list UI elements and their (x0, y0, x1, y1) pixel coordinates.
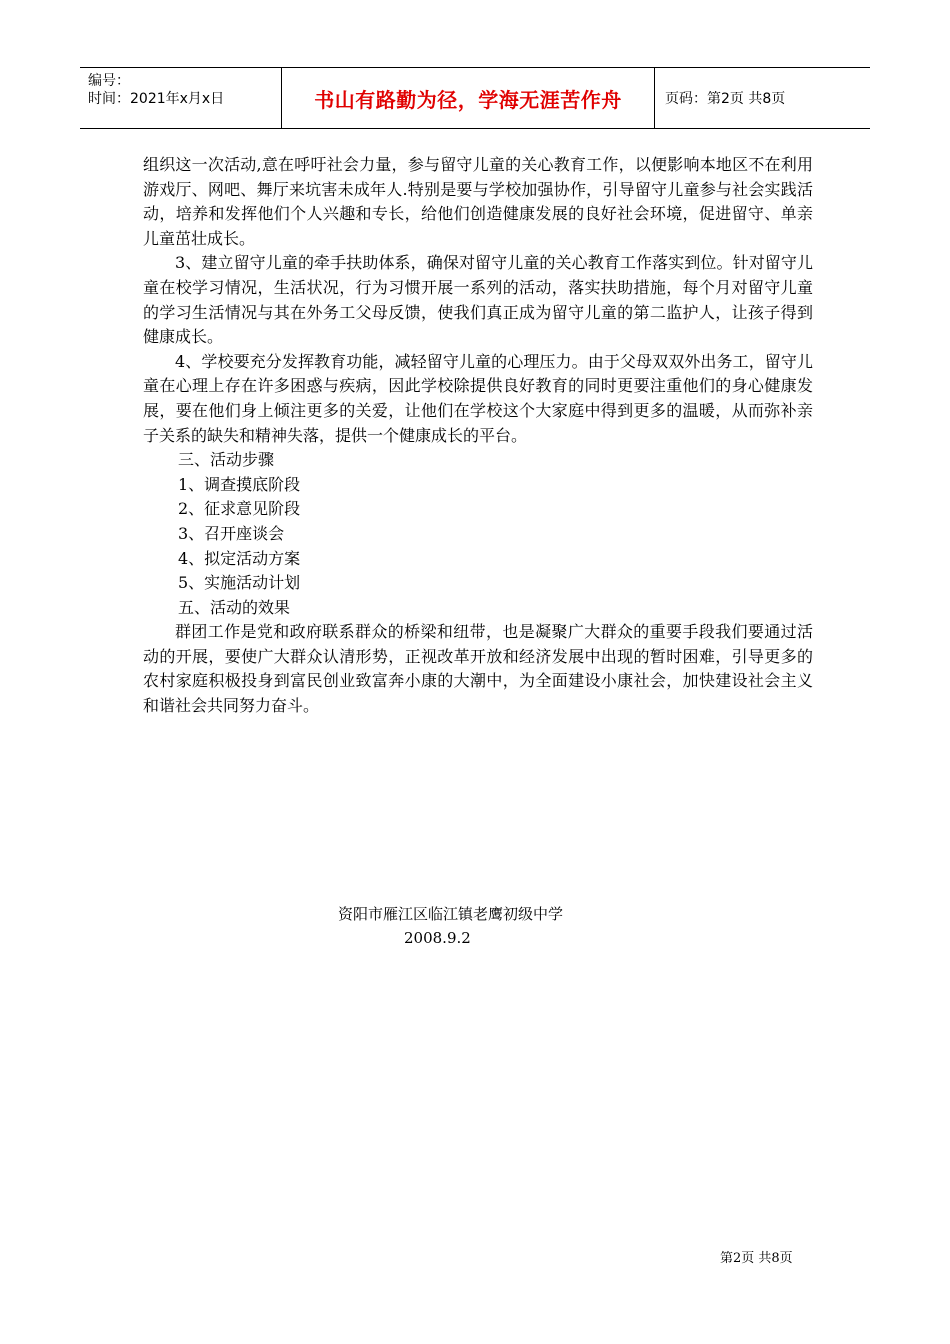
step-item: 5、实施活动计划 (178, 573, 301, 593)
header-page-label: 页码：第2页 共8页 (665, 91, 786, 107)
effect-paragraph: 群团工作是党和政府联系群众的桥梁和纽带，也是凝聚广大群众的重要手段我们要通过活动的开展，要使广大群众认清形势，正视改革开放和经济发展中出现的暂时困难，引导更多的农村家庭积极投身到富民创业致富奔小康的大潮中，为全面建设小康社会，加快建设社会主义和谐社会共同努力奋斗。 (143, 622, 813, 716)
document-body (143, 153, 813, 719)
section-effect-title: 五、活动的效果 (178, 597, 291, 617)
section-steps-title: 三、活动步骤 (178, 450, 275, 470)
body-paragraph-3: 3、建立留守儿童的牵手扶助体系，确保对留守儿童的关心教育工作落实到位。针对留守儿童在校学习情况，生活状况，行为习惯开展一系列的活动，落实扶助措施，每个月对留守儿童的学习生活情况与其在外务工父母反馈，使我们真正成为留守儿童的第二监护人，让孩子得到健康成长。 (143, 253, 813, 347)
signature-date: 2008.9.2 (404, 929, 471, 947)
header-number-label: 编号： (88, 73, 130, 89)
body-paragraph-4: 4、学校要充分发挥教育功能，减轻留守儿童的心理压力。由于父母双双外出务工，留守儿童在心理上存在许多困惑与疾病，因此学校除提供良好教育的同时更要注重他们的身心健康发展，要在他们身上倾注更多的关爱，让他们在学校这个大家庭中得到更多的温暖，从而弥补亲子关系的缺失和精神失落，提供一个健康成长的平台。 (143, 351, 813, 445)
page-footer: 第2页 共8页 (720, 1251, 793, 1266)
signature-org: 资阳市雁江区临江镇老鹰初级中学 (338, 905, 564, 923)
body-paragraph-intro: 组织这一次活动,意在呼吁社会力量，参与留守儿童的关心教育工作，以便影响本地区不在利用游戏厅、网吧、舞厅来坑害未成年人.特别是要与学校加强协作，引导留守儿童参与社会实践活动，培养和发挥他们个人兴趣和专长，给他们创造健康发展的良好社会环境，促进留守、单亲儿童茁壮成长。 (143, 155, 813, 248)
header-date-label: 时间：2021年x月x日 (88, 91, 225, 107)
step-item: 1、调查摸底阶段 (178, 474, 301, 494)
page-header (80, 67, 870, 129)
step-item: 4、拟定活动方案 (178, 548, 301, 568)
step-item: 2、征求意见阶段 (178, 499, 301, 519)
step-item: 3、召开座谈会 (178, 523, 285, 543)
header-motto: 书山有路勤为径，学海无涯苦作舟 (282, 68, 655, 128)
header-meta (80, 68, 282, 128)
signature-block (338, 902, 563, 950)
